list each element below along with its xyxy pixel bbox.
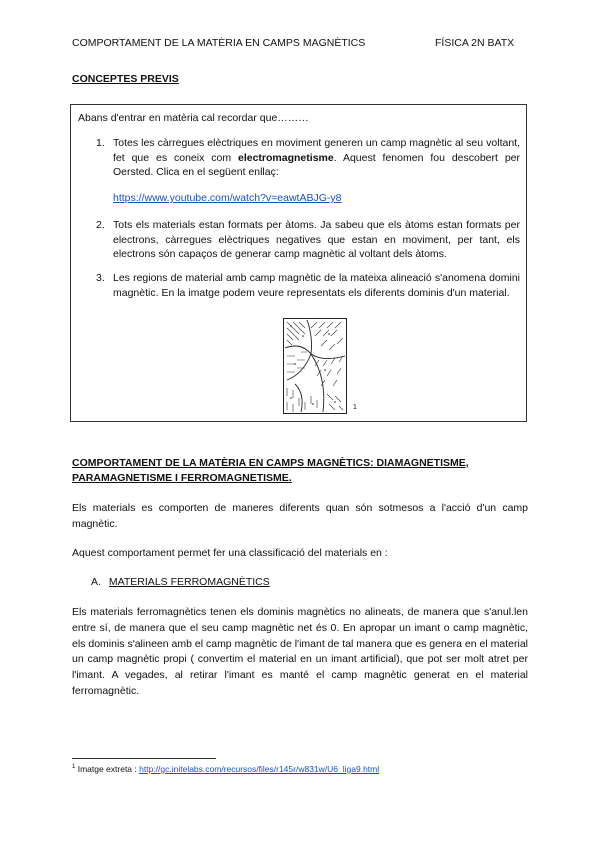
header-left: COMPORTAMENT DE LA MATÈRIA EN CAMPS MAGNÈTICS [72,37,366,49]
footnote-divider [72,758,216,759]
list-number: 1. [96,137,105,149]
footnote-mark: 1 [72,764,76,771]
paragraph-3: Els materials ferromagnètics tenen els dominis magnètics no alineats, de manera que s'anul.len entre sí, de manera que el seu camp magnètic net és 0. En apropar un imant o camp magnètic, els dominis s'alineen amb el camp magnètic de l'imant de tal manera que es genera en el material un camp magnètic propi ( convertim el material en un imant artificial), que pot ser molt atret per l'imant. A vegades, al retirar l'imant es manté el camp magnètic generat en el material ferromagnètic. [72,606,528,697]
subheading-ferromagnetic [91,576,270,588]
paragraph-1: Els materials es comporten de maneres diferents quan són sotmesos a l'acció d'un camp magnètic. [72,502,528,530]
list-item-3 [96,271,520,300]
header-right: FÍSICA 2N BATX [435,37,515,49]
list-number: 2. [96,219,105,231]
footnote [72,764,379,774]
magnetic-domains-figure [283,318,347,414]
list-text: Les regions de material amb camp magnètic de la mateixa alineació s'anomena domini magnètic. En la imatge podem veure representats els diferents dominis d'un material. [113,272,520,299]
section-title-previous-concepts: CONCEPTES PREVIS [72,73,179,85]
list-text: Tots els materials estan formats per àtoms. Ja sabeu que els àtoms estan formats per electrons, càrregues elèctriques negatives que estan en moviment, per tant, els electrons són capaços de generar camp magnètic al voltant dels àtoms. [113,219,520,260]
list-text: Totes les càrregues elèctriques en moviment generen un camp magnètic al seu voltant, fet que es coneix com electromagnetisme. Aquest fenomen fou descobert per Oersted. Clica en el següent enllaç: [113,137,521,178]
youtube-link[interactable]: https://www.youtube.com/watch?v=eawtABJG-y8 [113,192,342,204]
bold-term: electromagnetisme [238,151,334,164]
subheading-label: MATERIALS FERROMAGNÈTICS [108,576,270,588]
subheading-letter: A. [91,576,101,588]
list-item-2 [96,218,520,262]
list-item-1 [96,136,520,180]
footnote-label: Imatge extreta : [75,764,140,774]
box-intro: Abans d'entrar en matèria cal recordar que……… [78,112,309,124]
paragraph-2: Aquest comportament permet fer una classificació del materials en : [72,547,388,559]
list-number: 3. [96,272,105,284]
figure-footnote-ref: 1 [353,404,357,411]
footnote-link[interactable]: http://gc.initelabs.com/recursos/files/r145r/w831w/U6_liga9.html [139,764,380,774]
section-title-behaviour: COMPORTAMENT DE LA MATÈRIA EN CAMPS MAGNÈTICS: DIAMAGNETISME, PARAMAGNETISME I FERROMAGNETISME. [72,457,469,484]
